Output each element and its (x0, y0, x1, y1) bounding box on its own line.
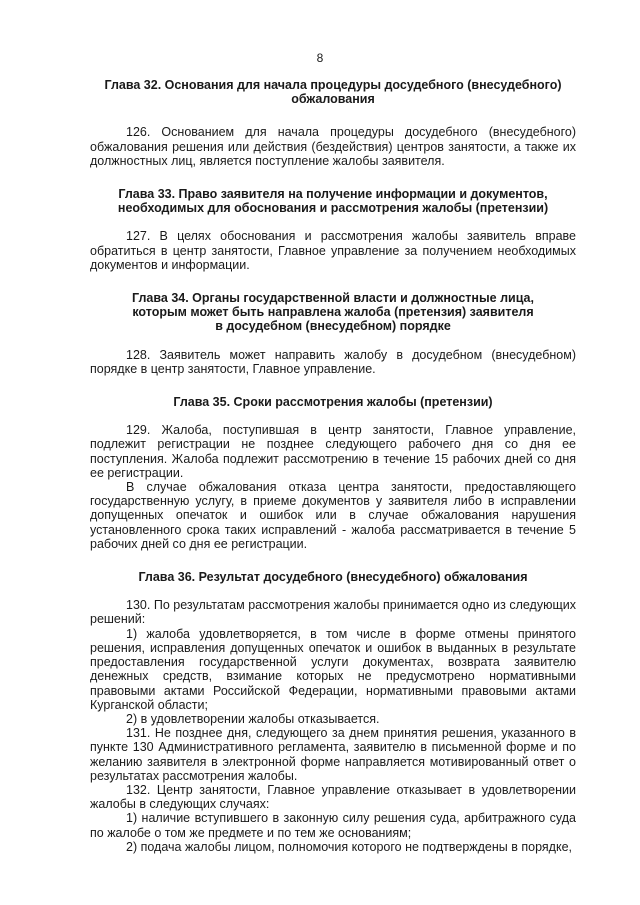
chapter-36-heading: Глава 36. Результат досудебного (внесудебного) обжалования (138, 570, 528, 585)
chapter-33-heading (90, 187, 576, 215)
paragraph-132-item-2: 2) подача жалобы лицом, полномочия которого не подтверждены в порядке, (126, 839, 572, 854)
paragraph-128: 128. Заявитель может направить жалобу в досудебном (внесудебном) порядке в центр занятости, Главное управление. (90, 347, 576, 376)
paragraph-127: 127. В целях обоснования и рассмотрения жалобы заявитель вправе обратиться в центр занятости, Главное управление за получением необходимых документов и информации. (90, 229, 576, 272)
paragraph-132: 132. Центр занятости, Главное управление отказывает в удовлетворении жалобы в следующих случаях: (90, 782, 576, 812)
chapter-35-heading: Глава 35. Сроки рассмотрения жалобы (претензии) (173, 395, 493, 410)
page-number: 8 (316, 51, 324, 65)
chapter-34-heading (90, 291, 576, 334)
heading-line: Глава 32. Основания для начала процедуры досудебного (внесудебного) (104, 78, 562, 92)
heading-line: в досудебном (внесудебном) порядке (215, 319, 451, 334)
heading-line: обжалования (291, 92, 375, 107)
heading-line: Глава 34. Органы государственной власти и должностные лица, (132, 291, 534, 306)
paragraph-131: 131. Не позднее дня, следующего за днем принятия решения, указанного в пункте 130 Административного регламента, заявителю в письменной форме и по желанию заявителя в электронной форме направляется мотивированный ответ о результатах рассмотрения жалобы. (90, 726, 576, 783)
paragraph-129-continued: В случае обжалования отказа центра занятости, предоставляющего государственную услугу, в приеме документов у заявителя либо в исправлении допущенных опечаток и ошибок или в случае обжалования нарушения установленного срока таких исправлений - жалоба рассматривается в течение 5 рабочих дней со дня ее регистрации. (90, 480, 576, 551)
paragraph-130-item-2: 2) в удовлетворении жалобы отказывается. (126, 711, 380, 726)
paragraph-129: 129. Жалоба, поступившая в центр занятости, Главное управление, подлежит регистрации не позднее следующего рабочего дня со дня ее поступления. Жалоба подлежит рассмотрению в течение 15 рабочих дней со дня ее регистрации. (90, 423, 576, 480)
paragraph-130-item-1: 1) жалоба удовлетворяется, в том числе в форме отмены принятого решения, исправления допущенных опечаток и ошибок в выданных в результате предоставления государственной услуги документах, возврата заявителю денежных средств, взимание которых не предусмотрено нормативными правовыми актами Российской Федерации, нормативными правовыми актами Курганской области; (90, 626, 576, 712)
paragraph-132-item-1: 1) наличие вступившего в законную силу решения суда, арбитражного суда по жалобе о том же предмете и по тем же основаниям; (90, 811, 576, 840)
paragraph-130: 130. По результатам рассмотрения жалобы принимается одно из следующих решений: (90, 598, 576, 627)
heading-line: Глава 33. Право заявителя на получение информации и документов, (118, 187, 548, 202)
document-body (90, 78, 576, 854)
chapter-32-heading (90, 78, 576, 106)
heading-line: которым может быть направлена жалоба (претензия) заявителя (132, 305, 534, 320)
heading-line: необходимых для обоснования и рассмотрения жалобы (претензии) (117, 201, 549, 216)
paragraph-126: 126. Основанием для начала процедуры досудебного (внесудебного) обжалования решения или действия (бездействия) центров занятости, а также их должностных лиц, является поступление жалобы заявителя. (90, 125, 576, 168)
